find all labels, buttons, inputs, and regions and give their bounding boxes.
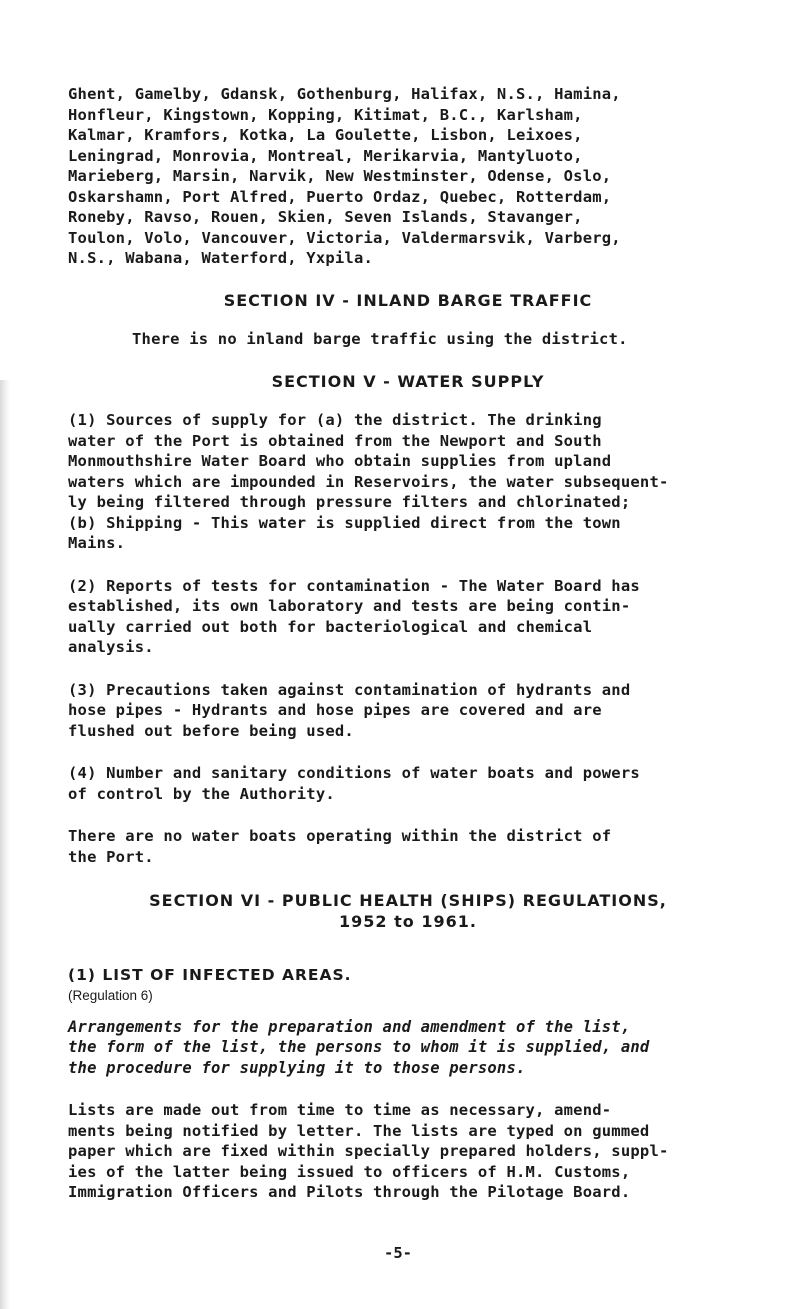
section-v-item-2: (2) Reports of tests for contamination - The Water Board has established, its own laboratory and tests are being contin- ually carried out both for bacteriological and chemical analysis. bbox=[68, 576, 640, 656]
regulation-note: (Regulation 6) bbox=[68, 988, 153, 1003]
page-number: -5- bbox=[384, 1244, 412, 1262]
section-v-item-1: (1) Sources of supply for (a) the district. The drinking water of the Port is obtained from the Newport and South Monmouthshire Water Board who obtain supplies from upland waters which are impounded in Reservoirs, the water subsequent- ly being filtered through pressure filters and chlorinated; (b) Shipping - This water is supplied direct from the town Mains. bbox=[68, 411, 669, 552]
arrangements-italic-paragraph: Arrangements for the preparation and amendment of the list, the form of the list, the persons to whom it is supplied, and the procedure for supplying it to those persons. bbox=[68, 1017, 650, 1077]
section-v-water-boats: There are no water boats operating within the district of the Port. bbox=[68, 827, 612, 866]
scan-edge-shadow bbox=[0, 380, 10, 1309]
infected-areas-title bbox=[68, 944, 748, 1007]
section-vi-heading: SECTION VI - PUBLIC HEALTH (SHIPS) REGULATIONS, bbox=[149, 891, 667, 910]
page-content bbox=[68, 84, 748, 1203]
section-vi-heading-years: 1952 to 1961. bbox=[339, 911, 477, 931]
section-iv-body: There is no inland barge traffic using the district. bbox=[132, 330, 628, 348]
section-iv-heading: SECTION IV - INLAND BARGE TRAFFIC bbox=[223, 290, 593, 310]
infected-areas-title-text: (1) LIST OF INFECTED AREAS. bbox=[68, 965, 352, 984]
section-v-item-3: (3) Precautions taken against contamination of hydrants and hose pipes - Hydrants and hose pipes are covered and are flushed out before being used. bbox=[68, 680, 631, 740]
section-v-heading: SECTION V - WATER SUPPLY bbox=[271, 371, 545, 391]
lists-body-paragraph: Lists are made out from time to time as necessary, amend- ments being notified by letter. The lists are typed on gummed paper which are fixed within specially prepared holders, suppl- ies of the latter being issued to officers of H.M. Customs, Immigration Officers and Pilots through the Pilotage Board. bbox=[68, 1101, 669, 1201]
ports-list-paragraph: Ghent, Gamelby, Gdansk, Gothenburg, Halifax, N.S., Hamina, Honfleur, Kingstown, Kopping, Kitimat, B.C., Karlsham, Kalmar, Kramfors, Kotka, La Goulette, Lisbon, Leixoes, Leningrad, Monrovia, Montreal, Merikarvia, Mantyluoto, Marieberg, Marsin, Narvik, New Westminster, Odense, Oslo, Oskarshamn, Port Alfred, Puerto Ordaz, Quebec, Rotterdam, Roneby, Ravso, Rouen, Skien, Seven Islands, Stavanger, Toulon, Volo, Vancouver, Victoria, Valdermarsvik, Varberg, N.S., Wabana, Waterford, Yxpila. bbox=[68, 85, 621, 267]
section-v-item-4: (4) Number and sanitary conditions of water boats and powers of control by the Authority. bbox=[68, 764, 640, 803]
